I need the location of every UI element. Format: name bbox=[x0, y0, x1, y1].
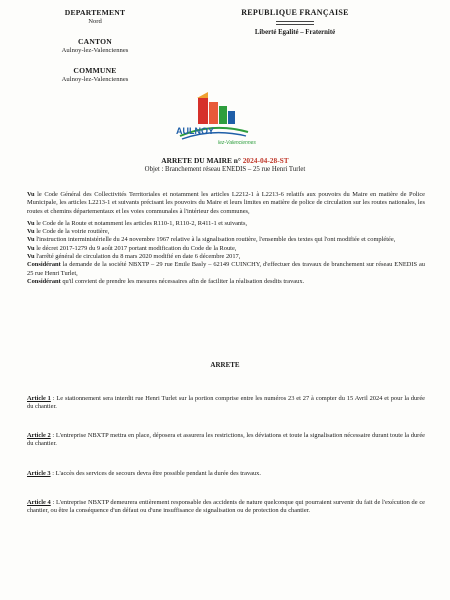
administrative-header bbox=[10, 8, 180, 83]
header-rule bbox=[276, 21, 314, 25]
preamble-item: Considérant la demande de la société NBXTP – 29 rue Emile Basly – 62149 CUINCHY, d'effectuer des travaux de branchement sur réseau ENEDIS au 25 rue Henri Turlet, bbox=[27, 261, 425, 277]
article-1: Article 1 : Le stationnement sera interdit rue Henri Turlet sur la portion comprise entre les numéros 23 et 27 à compter du 15 Avril 2024 et pour la durée du chantier. bbox=[27, 395, 425, 411]
commune-label: COMMUNE bbox=[73, 66, 117, 75]
republique-title: REPUBLIQUE FRANÇAISE bbox=[241, 8, 349, 17]
decree-prefix: ARRETE DU MAIRE n° bbox=[161, 156, 241, 165]
preamble-item: Vu l'arrêté général de circulation du 8 mars 2020 modifié en date 6 décembre 2017, bbox=[27, 253, 241, 261]
preamble-item: Vu l'instruction interministérielle du 24 novembre 1967 relative à la signalisation routière, l'ensemble des textes qui l'ont modifiée et complétée, bbox=[27, 236, 396, 244]
town-logo-icon bbox=[168, 92, 258, 150]
decree-number: 2024-04-28-ST bbox=[242, 156, 289, 165]
canton-label: CANTON bbox=[78, 37, 112, 46]
republic-motto: Liberté Egalité – Fraternité bbox=[254, 29, 336, 36]
canton-value: Aulnoy-lez-Valenciennes bbox=[61, 47, 129, 54]
article-4: Article 4 : L'entreprise NBXTP demeurera entièrement responsable des accidents de nature quelconque qui pourraient survenir du fait de l'exécution de ce chantier, ou être la conséquence d'un défaut ou d'une insuffisance de signalisation ou de protection du chantier. bbox=[27, 499, 425, 515]
preamble bbox=[27, 191, 425, 286]
arrete-heading: ARRETE bbox=[210, 361, 240, 369]
preamble-item: Vu le Code de la voirie routière, bbox=[27, 228, 110, 236]
logo-text-main: AULNOY bbox=[176, 126, 214, 136]
departement-value: Nord bbox=[88, 18, 102, 25]
logo-text-sub: lez-Valenciennes bbox=[218, 140, 256, 146]
decree-title bbox=[60, 156, 390, 173]
republic-header bbox=[200, 8, 390, 36]
commune-value: Aulnoy-lez-Valenciennes bbox=[61, 76, 129, 83]
article-2: Article 2 : L'entreprise NBXTP mettra en place, déposera et assurera les restrictions, les déviations et toute la signalisation nécessaire durant toute la durée du chantier. bbox=[27, 432, 425, 448]
preamble-item: Vu le Code de la Route et notamment les articles R110-1, R110-2, R411-1 et suivants, bbox=[27, 219, 248, 227]
preamble-item: Vu le Code Général des Collectivités Territoriales et notamment les articles L2212-1 à L2213-6 relatifs aux pouvoirs du Maire en matière de Police Municipale, les articles L2213-1 et suivants précisant les pouvoirs du Maire et leurs limites en matière de police de circulation sur les routes nationales, les routes et chemins départementaux et les voies communales à l'intérieur des communes, bbox=[27, 191, 425, 215]
departement-label: DEPARTEMENT bbox=[64, 8, 126, 17]
decree-object: Objet : Branchement réseau ENEDIS – 25 rue Henri Turlet bbox=[144, 166, 306, 173]
preamble-item: Vu le décret 2017-1279 du 9 août 2017 portant modification du Code de la Route, bbox=[27, 244, 237, 252]
preamble-item: Considérant qu'il convient de prendre les mesures nécessaires afin de faciliter la réalisation desdits travaux. bbox=[27, 277, 305, 285]
article-3: Article 3 : L'accès des services de secours devra être possible pendant la durée des travaux. bbox=[27, 470, 261, 477]
